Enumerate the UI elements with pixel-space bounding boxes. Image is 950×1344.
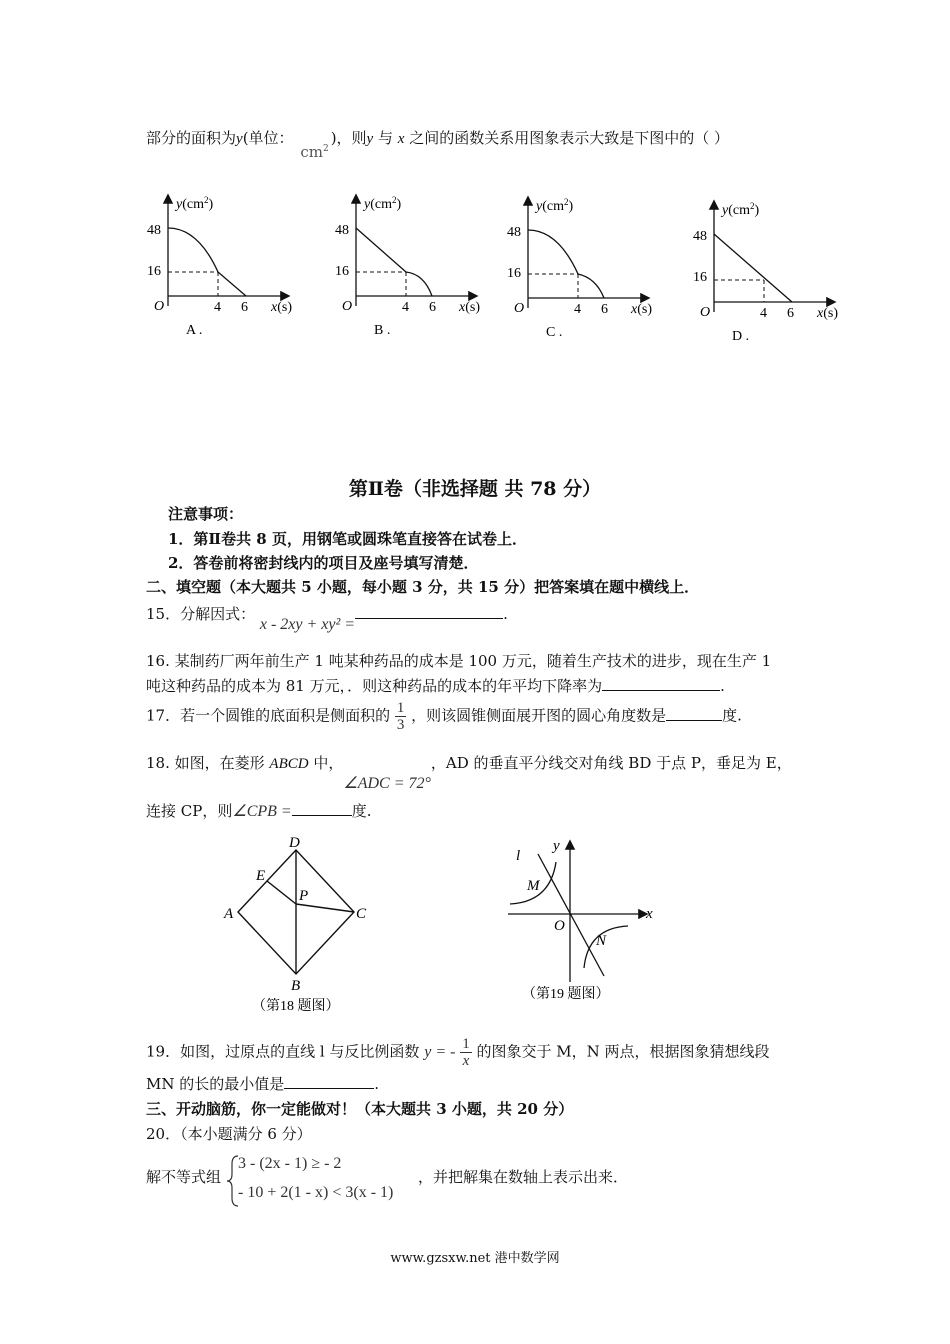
tick-48: 48	[693, 229, 707, 244]
intro-unit-close: )，则	[330, 129, 367, 147]
tick-16: 16	[507, 266, 521, 281]
y-label: $y(cm^2)$	[176, 195, 214, 212]
intro-mid2: 之间的函数关系用图象表示大致是下图中的（ ）	[409, 129, 730, 147]
curve	[356, 228, 432, 296]
q18-line2-pre: 连接 CP，则	[146, 802, 233, 820]
label-m: M	[527, 878, 540, 894]
tick-6: 6	[601, 302, 608, 317]
origin-label: O	[700, 305, 711, 320]
x-label: x(s)	[459, 300, 480, 315]
q19-post: 的图象交于 M，N 两点，根据图象猜想线段	[476, 1042, 770, 1061]
tick-4: 4	[402, 300, 409, 315]
y-label: $y(cm^2)$	[722, 201, 760, 218]
graph-a	[147, 195, 292, 338]
q16-line2	[146, 675, 725, 696]
q17-end: 度.	[722, 706, 742, 725]
unit-cm	[300, 143, 328, 161]
fig19	[500, 832, 670, 1008]
q16-blank[interactable]	[602, 676, 720, 691]
label-x: x	[646, 906, 653, 922]
segment-cp	[296, 904, 354, 912]
q18-angle: ∠ADC = 72°	[343, 775, 431, 792]
tick-6: 6	[241, 300, 248, 315]
q16-line2-text: 吨这种药品的成本为 81 万元，．则这种药品的成本的年平均下降率为	[146, 677, 603, 695]
q17-blank[interactable]	[666, 706, 722, 721]
q18-pre: 18. 如图，在菱形	[146, 754, 270, 772]
curve	[528, 230, 604, 298]
q17-den: 3	[396, 717, 405, 733]
label-l: l	[516, 848, 521, 864]
line	[714, 234, 792, 302]
label-b: B	[291, 978, 301, 994]
q19-den: x	[462, 1053, 470, 1069]
origin-label: O	[514, 301, 525, 316]
tick-16: 16	[335, 264, 349, 279]
q18-post: ，AD 的垂直平分线交对角线 BD 于点 P，垂足为 E，	[430, 754, 792, 772]
q15	[146, 603, 508, 633]
tick-16: 16	[147, 264, 161, 279]
q16-line1: 16. 某制药厂两年前生产 1 吨某种药品的成本是 100 万元，随着生产技术的进步，现在生产 1	[146, 652, 772, 670]
curve	[168, 228, 246, 296]
q18-line2	[146, 800, 371, 821]
q15-end: .	[503, 605, 508, 623]
graph-c	[507, 197, 652, 340]
q17	[146, 700, 742, 733]
caption: C .	[546, 325, 563, 340]
q18-line1	[146, 752, 792, 792]
label-d: D	[289, 835, 300, 851]
label-c: C	[356, 906, 367, 922]
notes-item-2: 2．答卷前将密封线内的项目及座号填写清楚．	[168, 554, 479, 572]
q20-ineq2: - 10 + 2(1 - x) < 3(x - 1)	[238, 1184, 394, 1201]
label-a: A	[224, 906, 234, 922]
label-y: y	[553, 838, 560, 854]
intro-text: 部分的面积为	[146, 129, 237, 147]
graphs-row	[140, 188, 860, 348]
footer: www.gzsxw.net 港中数学网	[390, 1251, 560, 1266]
q19-fraction	[460, 1036, 472, 1069]
q19-pre: 19．如图，过原点的直线 l 与反比例函数	[146, 1042, 420, 1061]
label-o: O	[554, 918, 565, 934]
q17-num: 1	[396, 700, 405, 716]
q18-end: 度.	[351, 802, 372, 820]
q19-line1	[146, 1036, 770, 1069]
q19-line2	[146, 1073, 379, 1094]
q15-blank[interactable]	[355, 604, 503, 619]
tick-16: 16	[693, 270, 707, 285]
fig19-caption: （第19 题图）	[522, 987, 610, 1002]
unit-sup: 2	[322, 144, 329, 154]
intro-line	[146, 127, 730, 161]
tick-6: 6	[787, 306, 794, 321]
label-p: P	[299, 888, 309, 904]
part3-header: 三、开动脑筋，你一定能做对！（本大题共 3 小题，共 20 分）	[146, 1100, 574, 1118]
q15-label: 15．分解因式：	[146, 605, 256, 623]
intro-mid-y: y	[366, 131, 374, 147]
q17-post: ，则该圆锥侧面展开图的圆心角度数是	[411, 706, 667, 725]
intro-var-y: y	[236, 131, 243, 147]
unit-text: cm	[300, 143, 323, 161]
fig18	[218, 830, 388, 1020]
notes-title: 注意事项：	[168, 505, 244, 523]
caption: D .	[732, 329, 750, 344]
y-label: $y(cm^2)$	[364, 195, 402, 212]
q17-pre: 17．若一个圆锥的底面积是侧面积的	[146, 706, 391, 725]
caption: A .	[186, 323, 203, 338]
q19-blank[interactable]	[284, 1074, 374, 1089]
graph-d	[693, 201, 838, 344]
tick-4: 4	[574, 302, 581, 317]
line-l	[538, 854, 604, 976]
fig18-caption: （第18 题图）	[252, 999, 340, 1014]
tick-48: 48	[335, 223, 349, 238]
q19-line2-text: MN 的长的最小值是	[146, 1075, 285, 1093]
x-label: x(s)	[817, 306, 838, 321]
q18-abcd: ABCD	[269, 756, 309, 772]
q19-end: .	[374, 1075, 380, 1093]
intro-unit-open: (单位：	[242, 129, 294, 147]
part2-header: 二、填空题（本大题共 5 小题，每小题 3 分，共 15 分）把答案填在题中横线上．	[146, 578, 700, 596]
origin-label: O	[342, 299, 353, 314]
origin-label: O	[154, 299, 165, 314]
notes-item-1: 1．第Ⅱ卷共 8 页，用钢笔或圆珠笔直接答在试卷上．	[168, 530, 527, 548]
y-label: $y(cm^2)$	[536, 197, 574, 214]
q20-post: ，并把解集在数轴上表示出来．	[418, 1168, 629, 1186]
tick-48: 48	[507, 225, 521, 240]
q16-end: .	[720, 677, 725, 695]
perp-bisector	[267, 881, 296, 904]
intro-mid1: 与	[378, 129, 394, 147]
q20-pre: 解不等式组	[146, 1168, 222, 1186]
x-label: x(s)	[271, 300, 292, 315]
graph-b	[335, 195, 480, 338]
q19-lhs: y = -	[424, 1043, 456, 1061]
q18-mid: 中，	[308, 754, 344, 772]
q18-angle2: ∠CPB =	[232, 803, 292, 820]
intro-mid-x: x	[397, 131, 405, 147]
section-title: 第Ⅱ卷（非选择题 共 78 分）	[348, 478, 602, 500]
q19-num: 1	[462, 1036, 470, 1052]
tick-48: 48	[147, 223, 161, 238]
q20-label: 20．（本小题满分 6 分）	[146, 1125, 312, 1143]
label-e: E	[256, 868, 266, 884]
q15-expr: x - 2xy + xy² =	[259, 616, 356, 633]
q18-blank[interactable]	[292, 801, 352, 816]
label-n: N	[596, 933, 607, 949]
q17-fraction	[395, 700, 407, 733]
caption: B .	[374, 323, 391, 338]
q20-ineq1: 3 - (2x - 1) ≥ - 2	[238, 1155, 342, 1172]
x-label: x(s)	[631, 302, 652, 317]
tick-4: 4	[760, 306, 767, 321]
tick-4: 4	[214, 300, 221, 315]
tick-6: 6	[429, 300, 436, 315]
